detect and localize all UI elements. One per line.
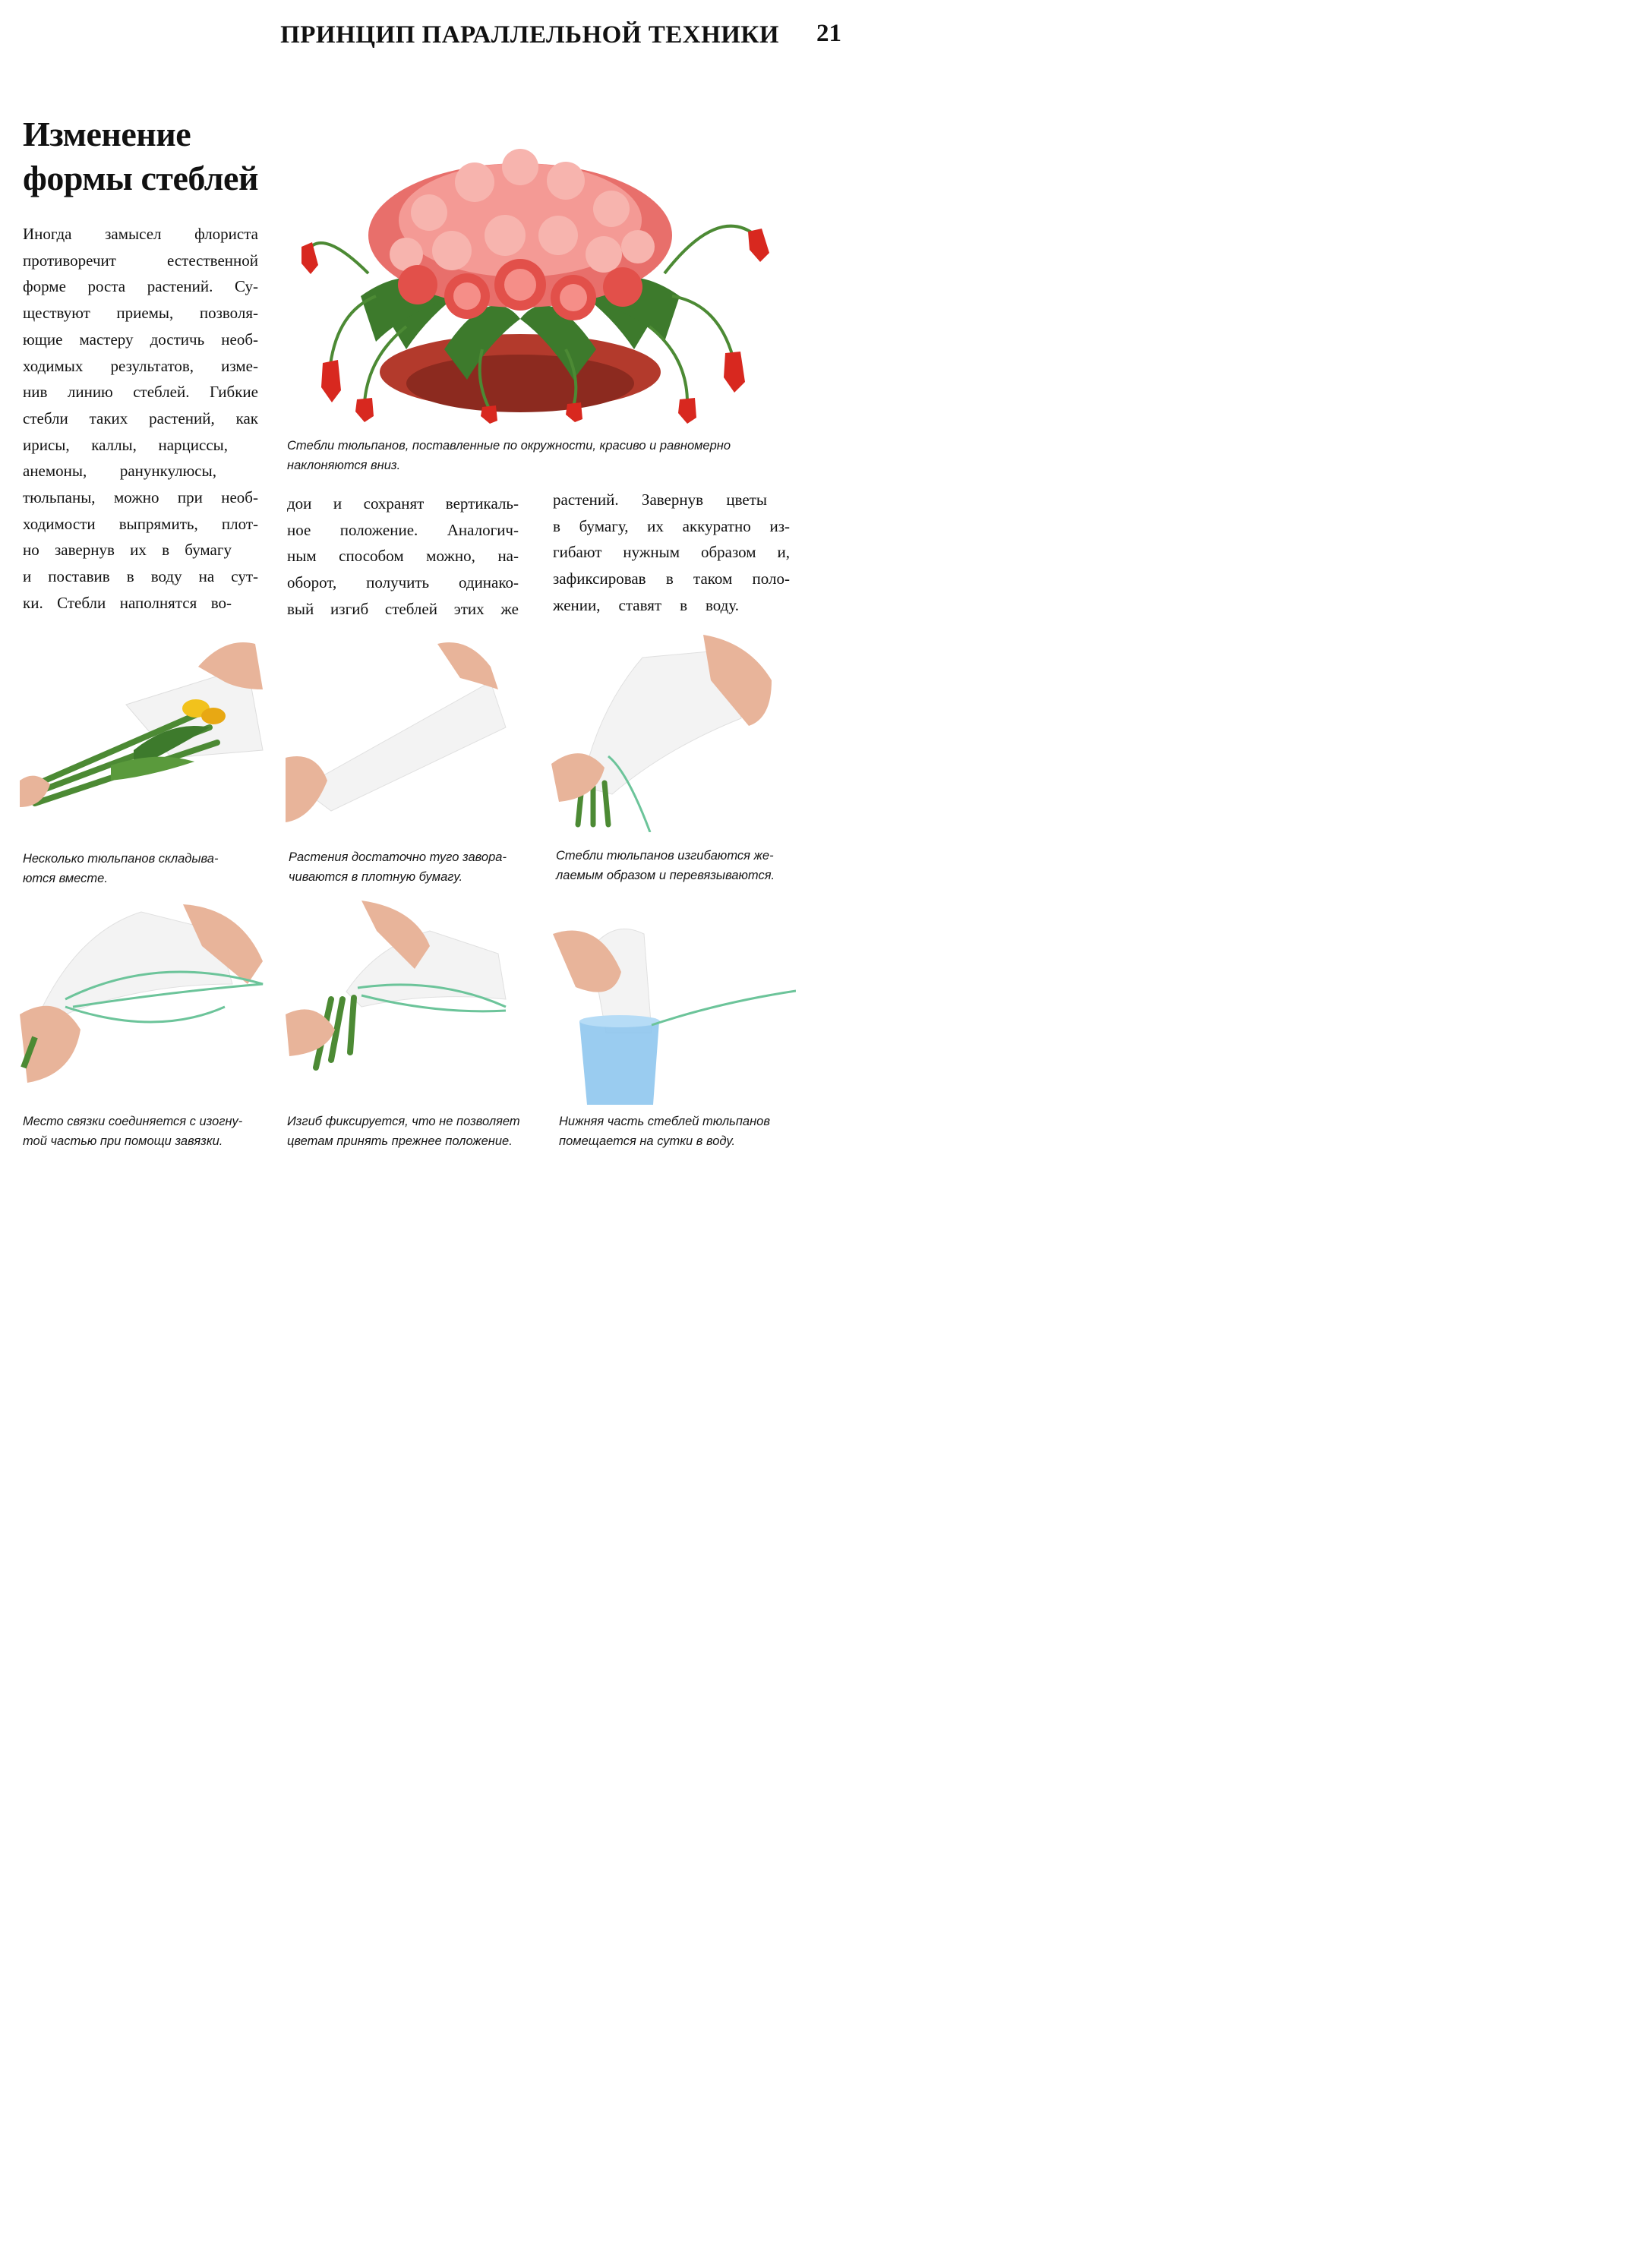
text-line: в бумагу, их аккуратно из-	[553, 516, 790, 535]
text-line: противоречит естественной	[23, 251, 258, 270]
caption-line: Стебли тюльпанов, поставленные по окружности, красиво и равномерно	[287, 439, 731, 453]
caption-line: Несколько тюльпанов складыва-	[23, 852, 219, 866]
text-line: и поставив в воду на сут-	[23, 567, 258, 586]
heading-line-1: Изменение	[23, 115, 191, 153]
step-4-photo	[20, 901, 270, 1098]
text-line: ходимости выпрямить, плот-	[23, 514, 258, 533]
text-line: ное положение. Аналогич-	[287, 520, 519, 539]
step-2-photo	[286, 636, 513, 826]
caption-line: ются вместе.	[23, 872, 108, 885]
text-line: стебли таких растений, как	[23, 408, 258, 427]
section-title: ПРИНЦИП ПАРАЛЛЕЛЬНОЙ ТЕХНИКИ	[280, 21, 779, 49]
text-line: ходимых результатов, изме-	[23, 356, 258, 375]
text-line: дои и сохранят вертикаль-	[287, 494, 519, 513]
text-line: форме роста растений. Су-	[23, 277, 258, 296]
text-line: вый изгиб стеблей этих же	[287, 599, 519, 618]
caption-line: чиваются в плотную бумагу.	[289, 870, 463, 884]
step-5-caption	[287, 1112, 520, 1151]
article-heading	[23, 112, 281, 200]
tulip-arrangement-photo	[292, 121, 794, 425]
body-text-column-1	[23, 221, 258, 617]
text-line: растений. Завернув цветы	[553, 491, 767, 509]
text-line: гибают нужным образом и,	[553, 543, 790, 562]
text-line: жении, ставят в воду.	[553, 595, 739, 614]
step-2-caption	[289, 847, 507, 887]
text-line: нив линию стеблей. Гибкие	[23, 383, 258, 402]
caption-line: той частью при помощи завязки.	[23, 1134, 223, 1148]
text-line: оборот, получить одинако-	[287, 573, 519, 592]
caption-line: цветам принять прежнее положение.	[287, 1134, 513, 1148]
caption-line: Растения достаточно туго завора-	[289, 850, 507, 864]
text-line: Иногда замысел флориста	[23, 225, 258, 243]
text-line: ирисы, каллы, нарциссы,	[23, 435, 228, 454]
text-line: но завернув их в бумагу	[23, 541, 232, 560]
body-text-column-2	[287, 491, 519, 623]
step-6-photo	[553, 919, 796, 1105]
text-line: ным способом можно, на-	[287, 547, 519, 566]
step-6-caption	[559, 1112, 770, 1151]
step-5-photo	[286, 901, 513, 1098]
text-line: анемоны, ранункулюсы,	[23, 462, 216, 481]
page-number: 21	[816, 20, 841, 47]
step-4-caption	[23, 1112, 242, 1151]
step-3-caption	[556, 846, 775, 885]
caption-line: Изгиб фиксируется, что не позволяет	[287, 1115, 520, 1128]
text-line: ки. Стебли наполнятся во-	[23, 593, 232, 612]
caption-line: Стебли тюльпанов изгибаются же-	[556, 849, 774, 863]
page-header	[280, 17, 851, 55]
caption-line: лаемым образом и перевязываются.	[556, 869, 775, 882]
step-3-photo	[551, 635, 779, 832]
body-text-column-3	[553, 487, 790, 619]
caption-line: помещается на сутки в воду.	[559, 1134, 736, 1148]
step-1-caption	[23, 849, 218, 888]
caption-line: Место связки соединяется с изогну-	[23, 1115, 243, 1128]
text-line: тюльпаны, можно при необ-	[23, 488, 258, 507]
text-line: ющие мастеру достичь необ-	[23, 330, 258, 349]
main-photo-caption	[287, 436, 731, 475]
caption-line: наклоняются вниз.	[287, 459, 401, 472]
step-1-photo	[20, 636, 270, 819]
caption-line: Нижняя часть стеблей тюльпанов	[559, 1115, 770, 1128]
text-line: ществуют приемы, позволя-	[23, 304, 258, 323]
text-line: зафиксировав в таком поло-	[553, 569, 790, 588]
heading-line-2: формы стеблей	[23, 159, 258, 197]
